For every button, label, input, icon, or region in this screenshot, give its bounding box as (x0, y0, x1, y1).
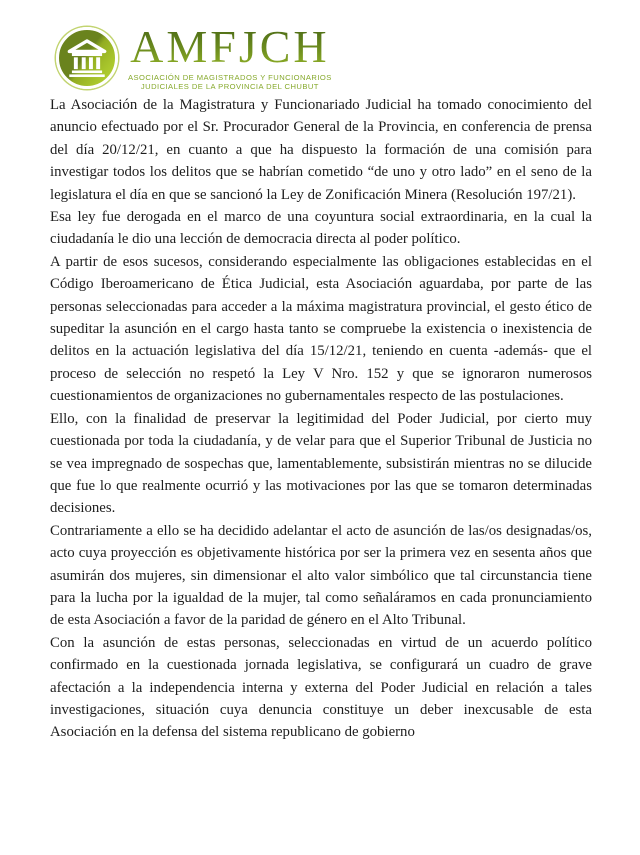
document-paragraph: Esa ley fue derogada en el marco de una coyuntura social extraordinaria, en la cual la ciudadanía le dio una lección de democracia directa al poder político. (50, 209, 592, 248)
logo-text (128, 21, 332, 92)
letterhead (56, 21, 332, 92)
logo-subtitle-line2: JUDICIALES DE LA PROVINCIA DEL CHUBUT (140, 82, 319, 92)
courthouse-icon (56, 27, 118, 89)
document-paragraph: La Asociación de la Magistratura y Funcionariado Judicial ha tomado conocimiento del anuncio efectuado por el Sr. Procurador General de la Provincia, en conferencia de prensa del día 20/12/21, en cuanto a que ha dispuesto la formación de una comisión para investigar todos los delitos que se habrían cometido “de uno y otro lado” en el seno de la legislatura el día en que se sancionó la Ley de Zonificación Minera (Resolución 197/21). (50, 97, 592, 203)
document-paragraph: Contrariamente a ello se ha decidido adelantar el acto de asunción de las/os designadas/os, acto cuya proyección es objetivamente histórica por ser la primera vez en sesenta años que asumirán dos mujeres, sin dimensionar el alto valor simbólico que tal circunstancia tiene para la lucha por la igualdad de la mujer, tal como señaláramos en cada pronunciamiento de esta Asociación a favor de la paridad de género en el Alto Tribunal. (50, 522, 592, 629)
document-paragraph: Ello, con la finalidad de preservar la legitimidad del Poder Judicial, por cierto muy cuestionada por toda la ciudadanía, y de velar para que el Superior Tribunal de Justicia no se vea impregnado de sospechas que, lamentablemente, subsistirán mientras no se dilucide que fue lo que realmente ocurrió y las motivaciones por las que se tomaron determinadas decisiones. (50, 410, 592, 517)
logo-subtitle-line1: ASOCIACIÓN DE MAGISTRADOS Y FUNCIONARIOS (128, 73, 332, 82)
logo-subtitle (128, 73, 332, 92)
document-paragraph: A partir de esos sucesos, considerando especialmente las obligaciones establecidas en el Código Iberoamericano de Ética Judicial, esta Asociación aguardaba, por parte de las personas seleccionadas para acceder a la máxima magistratura provincial, el gesto ético de supeditar la asunción en el cargo hasta tanto se compruebe la existencia o inexistencia de delitos en la actuación legislativa del día 15/12/21, teniendo en cuenta -además- que el proceso de selección no respetó la Ley V Nro. 152 y que se ignoraron numerosos cuestionamientos de organizaciones no gubernamentales respecto de las postulaciones. (50, 253, 592, 405)
document-body (50, 94, 592, 744)
logo-acronym: AMFJCH (130, 21, 330, 72)
document-paragraph: Con la asunción de estas personas, seleccionadas en virtud de un acuerdo político confirmado en la cuestionada jornada legislativa, se configurará un cuadro de grave afectación a la independencia interna y externa del Poder Judicial en relación a tales investigaciones, situación cuya denuncia constituye un deber inexcusable de esta Asociación en la defensa del sistema republicano de gobierno (50, 634, 592, 741)
